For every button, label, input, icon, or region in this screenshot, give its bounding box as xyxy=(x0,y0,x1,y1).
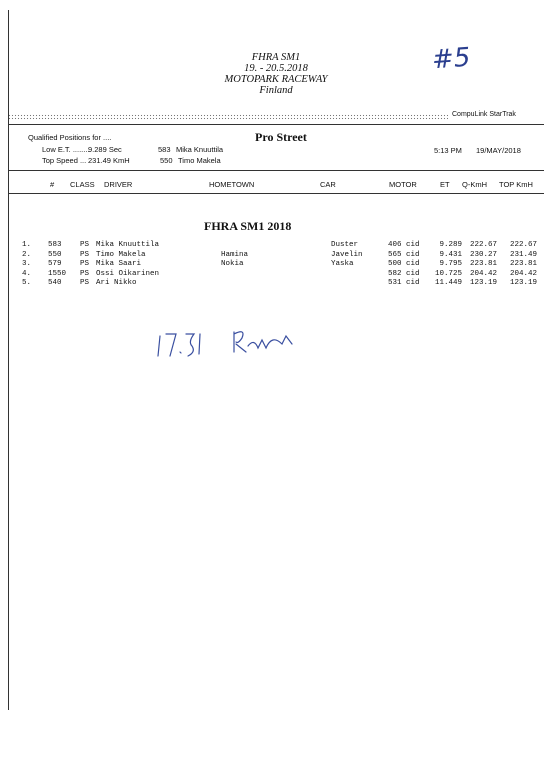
event-country: Finland xyxy=(259,85,293,96)
handwritten-number: #5 xyxy=(431,42,472,76)
cell-pos: 1. xyxy=(22,241,32,249)
cell-class: PS xyxy=(80,260,90,268)
cell-car: Duster xyxy=(331,241,359,249)
cell-num: 1550 xyxy=(48,269,67,278)
cell-class: PS xyxy=(80,279,90,287)
cell-hometown: Hamina xyxy=(221,250,249,259)
brand-label: CompuLink StarTrak xyxy=(452,111,516,118)
cell-qkmh: 230.27 xyxy=(469,250,497,259)
col-qkmh: Q-KmH xyxy=(462,180,487,189)
cell-qkmh: 204.42 xyxy=(469,269,497,278)
table-row xyxy=(0,279,554,290)
cell-class: PS xyxy=(80,269,90,278)
cell-class: PS xyxy=(80,241,90,249)
cell-qkmh: 222.67 xyxy=(469,241,497,249)
cell-et: 10.725 xyxy=(434,269,462,278)
cell-num: 540 xyxy=(48,279,62,287)
col-et: ET xyxy=(440,180,450,189)
report-date: 19/MAY/2018 xyxy=(476,146,521,155)
columns-top-divider xyxy=(8,170,544,171)
col-hometown: HOMETOWN xyxy=(209,180,255,189)
dotted-rule xyxy=(8,114,448,120)
cell-topkmh: 204.42 xyxy=(509,269,537,278)
cell-car: Javelin xyxy=(331,250,363,259)
event-dates: 19. - 20.5.2018 xyxy=(244,63,308,74)
cell-qkmh: 123.19 xyxy=(469,279,497,287)
cell-num: 579 xyxy=(48,260,62,268)
cell-class: PS xyxy=(80,250,90,259)
col-topkmh: TOP KmH xyxy=(499,180,533,189)
col-car: CAR xyxy=(320,180,336,189)
table-title: FHRA SM1 2018 xyxy=(204,219,292,233)
top-speed-value: 231.49 KmH xyxy=(88,156,130,165)
cell-motor: 500 cid xyxy=(388,260,420,268)
left-margin-line xyxy=(8,10,9,710)
top-speed-car: 550 xyxy=(160,156,173,165)
event-venue: MOTOPARK RACEWAY xyxy=(224,74,328,85)
cell-driver: Ari Nikko xyxy=(96,279,137,287)
header-divider xyxy=(8,124,544,125)
cell-topkmh: 123.19 xyxy=(509,279,537,287)
cell-topkmh: 222.67 xyxy=(509,241,537,249)
low-et-car: 583 xyxy=(158,145,171,154)
col-motor: MOTOR xyxy=(389,180,417,189)
cell-num: 550 xyxy=(48,250,62,259)
cell-num: 583 xyxy=(48,241,62,249)
class-title: Pro Street xyxy=(255,130,307,144)
cell-topkmh: 223.81 xyxy=(509,260,537,268)
cell-qkmh: 223.81 xyxy=(469,260,497,268)
cell-pos: 4. xyxy=(22,269,32,278)
qualified-label: Qualified Positions for .... xyxy=(28,133,112,142)
signature xyxy=(150,322,310,362)
col-num: # xyxy=(50,180,55,189)
low-et-label: Low E.T. ........ xyxy=(42,145,90,154)
cell-et: 9.289 xyxy=(439,241,462,249)
cell-driver: Mika Saari xyxy=(96,260,142,268)
cell-et: 9.795 xyxy=(439,260,462,268)
cell-topkmh: 231.49 xyxy=(509,250,537,259)
cell-motor: 565 cid xyxy=(388,250,420,259)
cell-pos: 3. xyxy=(22,260,32,268)
cell-motor: 531 cid xyxy=(388,279,420,287)
cell-et: 11.449 xyxy=(434,279,462,287)
col-class: CLASS xyxy=(70,180,95,189)
top-speed-driver: Timo Makela xyxy=(178,156,221,165)
event-title: FHRA SM1 xyxy=(251,52,301,63)
cell-car: Yaska xyxy=(331,260,354,268)
low-et-driver: Mika Knuuttila xyxy=(176,145,224,154)
cell-hometown: Nokia xyxy=(221,260,244,268)
cell-driver: Timo Makela xyxy=(96,250,146,259)
cell-driver: Ossi Oikarinen xyxy=(96,269,160,278)
cell-driver: Mika Knuuttila xyxy=(96,241,160,249)
cell-pos: 5. xyxy=(22,279,32,287)
cell-motor: 406 cid xyxy=(388,241,420,249)
top-speed-label: Top Speed ... xyxy=(42,156,87,165)
col-driver: DRIVER xyxy=(104,180,133,189)
low-et-value: 9.289 Sec xyxy=(88,145,122,154)
cell-et: 9.431 xyxy=(439,250,462,259)
columns-bottom-divider xyxy=(8,193,544,194)
cell-pos: 2. xyxy=(22,250,32,259)
report-time: 5:13 PM xyxy=(434,146,462,155)
cell-motor: 582 cid xyxy=(388,269,420,278)
